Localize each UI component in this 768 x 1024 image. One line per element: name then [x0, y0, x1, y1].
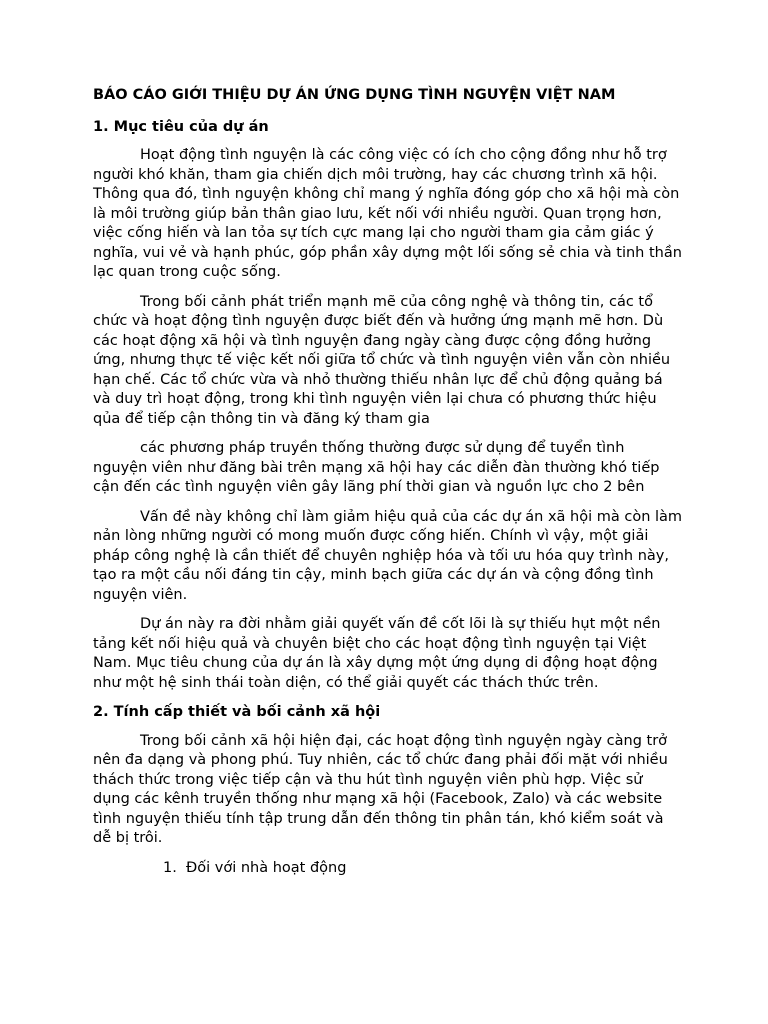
list-item [163, 859, 683, 879]
numbered-list [93, 859, 683, 879]
section-heading: 1. Mục tiêu của dự án [93, 118, 269, 135]
paragraph: Hoạt động tình nguyện là các công việc có ích cho cộng đồng như hỗ trợ người khó khăn, tham gia chiến dịch môi trường, hay các chương trình xã hội. Thông qua đó, tình nguyện không chỉ mang ý nghĩa đóng góp cho xã hội mà còn là môi trường giúp bản thân giao lưu, kết nối với nhiều người. Quan trọng hơn, việc cống hiến và lan tỏa sự tích cực mang lại cho người tham gia cảm giác ý nghĩa, vui vẻ và hạnh phúc, góp phần xây dựng một lối sống sẻ chia và tinh thần lạc quan trong cuộc sống. [93, 147, 682, 280]
section-urgency [93, 703, 683, 878]
document-page [93, 86, 683, 878]
paragraph: Dự án này ra đời nhằm giải quyết vấn đề cốt lõi là sự thiếu hụt một nền tảng kết nối hiệu quả và chuyên biệt cho các hoạt động tình nguyện tại Việt Nam. Mục tiêu chung của dự án là xây dựng một ứng dụng di động hoạt động như một hệ sinh thái toàn diện, có thể giải quyết các thách thức trên. [93, 616, 661, 691]
paragraph: các phương pháp truyền thống thường được sử dụng để tuyển tình nguyện viên như đăng bài trên mạng xã hội hay các diễn đàn thường khó tiếp cận đến các tình nguyện viên gây lãng phí thời gian và nguồn lực cho 2 bên [93, 440, 660, 495]
list-item-number: 1. [163, 859, 177, 876]
paragraph: Trong bối cảnh phát triển mạnh mẽ của công nghệ và thông tin, các tổ chức và hoạt động tình nguyện được biết đến và hưởng ứng mạnh mẽ hơn. Dù các hoạt động xã hội và tình nguyện đang ngày càng được cộng đồng hưởng ứng, nhưng thực tế việc kết nối giữa tổ chức và tình nguyện viên vẫn còn nhiều hạn chế. Các tổ chức vừa và nhỏ thường thiếu nhân lực để chủ động quảng bá và duy trì hoạt động, trong khi tình nguyện viên lại chưa có phương thức hiệu qủa để tiếp cận thông tin và đăng ký tham gia [93, 293, 671, 427]
list-item-text: Đối với nhà hoạt động [186, 859, 347, 876]
paragraph: Vấn đề này không chỉ làm giảm hiệu quả của các dự án xã hội mà còn làm nản lòng những người có mong muốn được cống hiến. Chính vì vậy, một giải pháp công nghệ là cần thiết để chuyên nghiệp hóa và tối ưu hóa quy trình này, tạo ra một cầu nối đáng tin cậy, minh bạch giữa các dự án và cộng đồng tình nguyện viên. [93, 508, 683, 603]
section-heading: 2. Tính cấp thiết và bối cảnh xã hội [93, 704, 381, 720]
document-title: BÁO CÁO GIỚI THIỆU DỰ ÁN ỨNG DỤNG TÌNH NGUYỆN VIỆT NAM [93, 87, 616, 103]
section-objectives [93, 118, 683, 694]
paragraph: Trong bối cảnh xã hội hiện đại, các hoạt động tình nguyện ngày càng trở nên đa dạng và phong phú. Tuy nhiên, các tổ chức đang phải đối mặt với nhiều thách thức trong việc tiếp cận và thu hút tình nguyện viên phù hợp. Việc sử dụng các kênh truyền thống như mạng xã hội (Facebook, Zalo) và các website tình nguyện thiếu tính tập trung dẫn đến thông tin phân tán, khó kiểm soát và dễ bị trôi. [93, 732, 668, 846]
